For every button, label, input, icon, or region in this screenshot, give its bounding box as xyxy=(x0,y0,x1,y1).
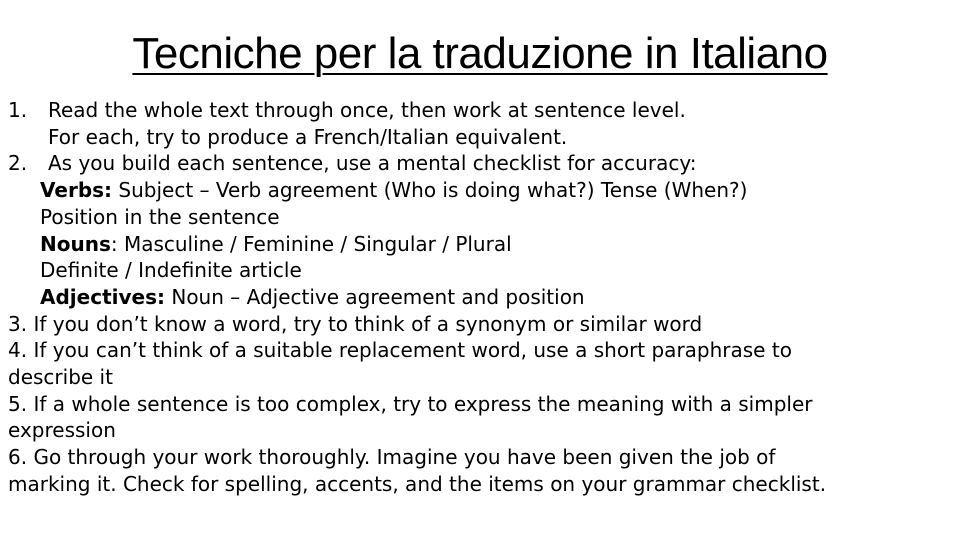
slide-title: Tecniche per la traduzione in Italiano xyxy=(132,29,828,78)
step-1 xyxy=(8,97,953,124)
checklist-verbs-position: Position in the sentence xyxy=(40,204,280,229)
step-1-number: 1. xyxy=(8,98,28,122)
step-2-number: 2. xyxy=(8,151,28,176)
checklist-nouns-article: Definite / Indefinite article xyxy=(40,258,302,283)
verbs-text: Subject – Verb agreement (Who is doing what?) Tense (When?) xyxy=(112,178,748,203)
step-5: 5. If a whole sentence is too complex, try to express the meaning with a simpler xyxy=(8,391,813,416)
slide-body xyxy=(8,97,953,498)
step-1-text: Read the whole text through once, then work at sentence level. xyxy=(48,98,686,122)
verbs-label: Verbs: xyxy=(40,178,113,203)
step-5-continuation: expression xyxy=(8,418,116,443)
nouns-text: : Masculine / Feminine / Singular / Plural xyxy=(110,231,512,256)
checklist-nouns xyxy=(8,231,953,258)
nouns-label: Nouns xyxy=(40,231,111,256)
checklist-verbs xyxy=(8,177,953,204)
adjectives-label: Adjectives: xyxy=(40,284,165,309)
step-3: 3. If you don’t know a word, try to think of a synonym or similar word xyxy=(8,311,703,336)
adjectives-text: Noun – Adjective agreement and position xyxy=(165,284,585,309)
step-4: 4. If you can’t think of a suitable replacement word, use a short paraphrase to xyxy=(8,338,792,363)
step-2-text: As you build each sentence, use a mental checklist for accuracy: xyxy=(48,151,697,176)
step-6: 6. Go through your work thoroughly. Imagine you have been given the job of xyxy=(8,445,776,470)
step-2 xyxy=(8,150,953,177)
step-4-continuation: describe it xyxy=(8,365,113,390)
step-1-continuation: For each, try to produce a French/Italian equivalent. xyxy=(48,124,568,149)
checklist-adjectives xyxy=(8,284,953,311)
step-6-continuation: marking it. Check for spelling, accents, and the items on your grammar checklist. xyxy=(8,471,827,496)
